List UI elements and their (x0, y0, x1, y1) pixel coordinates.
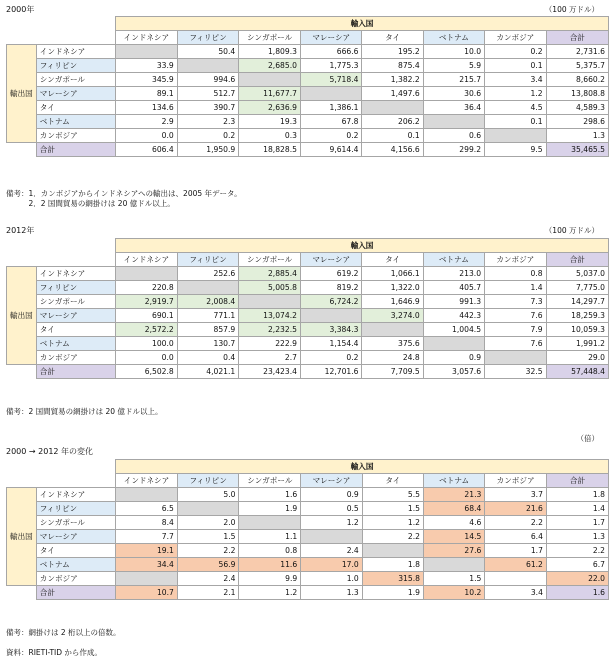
exporter-header: 輸出国 (7, 488, 37, 586)
table-cell: 0.1 (485, 59, 547, 73)
table-cell: 2.9 (116, 115, 178, 129)
table-cell: 21.6 (485, 502, 547, 516)
table-cell: 0.5 (301, 502, 363, 516)
table-cell: 5,005.8 (239, 281, 301, 295)
table-cell: 206.2 (362, 115, 423, 129)
table-cell: 875.4 (362, 59, 423, 73)
row-header: ベトナム (36, 115, 115, 129)
table-row (7, 267, 609, 281)
table-cell: 375.6 (362, 337, 423, 351)
table-cell: 68.4 (423, 502, 484, 516)
column-header: タイ (362, 31, 423, 45)
table-cell (485, 351, 547, 365)
table-cell: 8.4 (116, 516, 178, 530)
table-cell: 512.7 (177, 87, 239, 101)
column-header: マレーシア (300, 253, 362, 267)
table-cell: 220.8 (116, 281, 178, 295)
column-header: タイ (362, 253, 423, 267)
note-line: 資料：RIETI-TID から作成。 (6, 648, 102, 657)
section-2000 (0, 0, 609, 215)
trade-table-2012 (6, 238, 609, 379)
table-cell (116, 488, 178, 502)
table-cell: 7.6 (485, 309, 547, 323)
table-cell: 1,004.5 (423, 323, 484, 337)
table-cell: 0.0 (116, 129, 178, 143)
table-cell: 1,497.6 (362, 87, 423, 101)
table-row (7, 101, 609, 115)
table-cell: 35,465.5 (546, 143, 608, 157)
column-header: 合計 (546, 253, 608, 267)
table-cell: 1.2 (239, 586, 301, 600)
row-header: 合計 (36, 586, 115, 600)
table-cell: 666.6 (300, 45, 362, 59)
table-cell: 19.3 (239, 115, 301, 129)
table-cell: 1.1 (239, 530, 301, 544)
row-header: マレーシア (36, 87, 115, 101)
table-cell: 252.6 (177, 267, 239, 281)
column-header: ベトナム (423, 253, 484, 267)
table-row (7, 45, 609, 59)
row-header: ベトナム (36, 337, 115, 351)
row-header: 合計 (36, 365, 115, 379)
column-header: 合計 (546, 31, 608, 45)
table-cell: 1.9 (239, 502, 301, 516)
table-cell: 1.7 (485, 544, 547, 558)
table-cell: 7.3 (485, 295, 547, 309)
exporter-header: 輸出国 (7, 267, 37, 365)
row-header: ベトナム (36, 558, 115, 572)
row-header: インドネシア (36, 488, 115, 502)
table-cell: 30.6 (423, 87, 484, 101)
table-cell (116, 267, 178, 281)
table-row (7, 530, 609, 544)
table-cell: 994.6 (177, 73, 239, 87)
table-cell: 22.0 (546, 572, 608, 586)
table-cell: 1.4 (485, 281, 547, 295)
table-cell: 606.4 (116, 143, 178, 157)
table-cell: 11.6 (239, 558, 301, 572)
row-header: フィリピン (36, 502, 115, 516)
table-row (7, 143, 609, 157)
trade-table-2000 (6, 16, 609, 157)
table-cell: 67.8 (300, 115, 362, 129)
table-cell: 2,685.0 (239, 59, 301, 73)
table-cell: 1,991.2 (546, 337, 608, 351)
table-cell: 215.7 (423, 73, 484, 87)
notes (6, 189, 242, 209)
column-header: シンガポール (239, 474, 301, 488)
table-cell: 2.0 (177, 516, 239, 530)
table-cell: 4,156.6 (362, 143, 423, 157)
table-cell: 3,274.0 (362, 309, 423, 323)
table-cell (239, 73, 301, 87)
table-cell: 690.1 (116, 309, 178, 323)
table-cell: 34.4 (116, 558, 178, 572)
table-cell: 32.5 (485, 365, 547, 379)
table-cell (423, 115, 484, 129)
table-cell (423, 558, 484, 572)
section-2012 (0, 222, 609, 422)
table-cell: 5,718.4 (300, 73, 362, 87)
row-header: マレーシア (36, 309, 115, 323)
table-cell: 390.7 (177, 101, 239, 115)
table-cell: 4,021.1 (177, 365, 239, 379)
table-cell: 5,375.7 (546, 59, 608, 73)
importer-header: 輸入国 (116, 17, 609, 31)
table-cell: 0.8 (485, 267, 547, 281)
column-header: 合計 (546, 474, 608, 488)
table-cell: 0.2 (300, 351, 362, 365)
column-header: シンガポール (239, 253, 301, 267)
table-cell: 1.0 (301, 572, 363, 586)
row-header: フィリピン (36, 281, 115, 295)
unit-label: （100 万ドル） (544, 226, 599, 235)
table-cell (239, 295, 301, 309)
table-cell: 0.2 (177, 129, 239, 143)
table-cell: 819.2 (300, 281, 362, 295)
table-cell: 771.1 (177, 309, 239, 323)
table-row (7, 87, 609, 101)
table-cell: 1,809.3 (239, 45, 301, 59)
table-cell: 1.4 (546, 502, 608, 516)
table-cell: 1.6 (546, 586, 608, 600)
table-cell: 10.2 (423, 586, 484, 600)
table-cell: 1.7 (546, 516, 608, 530)
column-header: フィリピン (177, 253, 239, 267)
table-cell (177, 59, 239, 73)
table-row (7, 115, 609, 129)
change-table (6, 459, 609, 600)
table-cell: 1.3 (546, 530, 608, 544)
table-row (7, 572, 609, 586)
table-cell: 24.8 (362, 351, 423, 365)
table-cell: 222.9 (239, 337, 301, 351)
table-cell: 2.4 (301, 544, 363, 558)
table-cell: 2.3 (177, 115, 239, 129)
column-header: マレーシア (301, 474, 363, 488)
table-cell: 12,701.6 (300, 365, 362, 379)
table-cell: 2.2 (546, 544, 608, 558)
table-row (7, 544, 609, 558)
table-cell: 14,297.7 (546, 295, 608, 309)
table-row (7, 502, 609, 516)
table-cell: 1.5 (177, 530, 239, 544)
table-cell: 2.7 (239, 351, 301, 365)
column-header: マレーシア (300, 31, 362, 45)
table-cell: 2,919.7 (116, 295, 178, 309)
table-cell: 1.5 (423, 572, 484, 586)
column-header: フィリピン (177, 474, 239, 488)
table-cell: 56.9 (177, 558, 239, 572)
table-row (7, 351, 609, 365)
table-cell: 29.0 (546, 351, 608, 365)
table-cell: 2,731.6 (546, 45, 608, 59)
table-cell (362, 101, 423, 115)
table-cell: 11,677.7 (239, 87, 301, 101)
table-row (7, 73, 609, 87)
table-cell: 0.6 (423, 129, 484, 143)
table-cell: 1.3 (301, 586, 363, 600)
table-cell: 7,709.5 (362, 365, 423, 379)
table-cell: 57,448.4 (546, 365, 608, 379)
table-cell: 315.8 (362, 572, 423, 586)
table-cell: 1,382.2 (362, 73, 423, 87)
table-cell (362, 323, 423, 337)
table-cell: 7.7 (116, 530, 178, 544)
row-header: シンガポール (36, 73, 115, 87)
table-cell: 9.9 (239, 572, 301, 586)
table-cell: 6.5 (116, 502, 178, 516)
table-row (7, 323, 609, 337)
table-cell (362, 544, 423, 558)
table-cell: 3,384.3 (300, 323, 362, 337)
table-row (7, 586, 609, 600)
column-header: インドネシア (116, 474, 178, 488)
row-header: マレーシア (36, 530, 115, 544)
table-cell: 0.2 (300, 129, 362, 143)
table-cell: 1.8 (362, 558, 423, 572)
table-cell: 298.6 (546, 115, 608, 129)
table-cell: 0.1 (485, 115, 547, 129)
table-cell: 6.4 (485, 530, 547, 544)
table-cell (423, 337, 484, 351)
table-cell: 13,074.2 (239, 309, 301, 323)
table-cell: 6,724.2 (300, 295, 362, 309)
table-cell: 50.4 (177, 45, 239, 59)
table-cell: 0.2 (485, 45, 547, 59)
table-cell: 1.2 (301, 516, 363, 530)
table-cell: 10,059.3 (546, 323, 608, 337)
table-cell: 2,232.5 (239, 323, 301, 337)
column-header: タイ (362, 474, 423, 488)
table-cell: 2.2 (362, 530, 423, 544)
table-cell: 23,423.4 (239, 365, 301, 379)
table-cell: 7.6 (485, 337, 547, 351)
table-cell: 0.3 (239, 129, 301, 143)
column-header: シンガポール (239, 31, 301, 45)
table-cell: 991.3 (423, 295, 484, 309)
column-header: フィリピン (177, 31, 239, 45)
column-header: カンボジア (485, 474, 547, 488)
table-cell: 405.7 (423, 281, 484, 295)
table-cell: 9,614.4 (300, 143, 362, 157)
section-change (0, 434, 609, 671)
note-line: 備考：1．カンボジアからインドネシアへの輸出は、2005 年データ。 (6, 189, 242, 198)
table-cell: 27.6 (423, 544, 484, 558)
row-header: シンガポール (36, 516, 115, 530)
importer-header: 輸入国 (116, 460, 609, 474)
unit-label: （100 万ドル） (544, 5, 599, 14)
table-cell (177, 502, 239, 516)
importer-header: 輸入国 (116, 239, 609, 253)
table-cell: 1,386.1 (300, 101, 362, 115)
table-cell: 3,057.6 (423, 365, 484, 379)
section-year: 2012年 (6, 226, 35, 235)
column-header: カンボジア (485, 253, 547, 267)
row-header: インドネシア (36, 267, 115, 281)
table-cell: 0.1 (362, 129, 423, 143)
table-row (7, 281, 609, 295)
table-cell: 1.3 (546, 129, 608, 143)
table-cell: 2,572.2 (116, 323, 178, 337)
section-year: 2000年 (6, 5, 35, 14)
table-cell: 299.2 (423, 143, 484, 157)
table-cell: 100.0 (116, 337, 178, 351)
note-line: 備考：網掛けは 2 桁以上の倍数。 (6, 628, 121, 637)
table-row (7, 558, 609, 572)
table-row (7, 337, 609, 351)
table-cell: 1.2 (362, 516, 423, 530)
table-cell: 0.8 (239, 544, 301, 558)
table-cell: 13,808.8 (546, 87, 608, 101)
table-cell: 0.0 (116, 351, 178, 365)
table-cell: 130.7 (177, 337, 239, 351)
table-cell: 36.4 (423, 101, 484, 115)
table-cell: 10.7 (116, 586, 178, 600)
table-cell: 1,950.9 (177, 143, 239, 157)
table-cell: 10.0 (423, 45, 484, 59)
table-cell: 2.1 (177, 586, 239, 600)
table-cell: 2,636.9 (239, 101, 301, 115)
table-cell: 5.9 (423, 59, 484, 73)
table-cell: 0.9 (301, 488, 363, 502)
table-cell (116, 572, 178, 586)
table-cell: 1.9 (362, 586, 423, 600)
table-cell: 2.2 (485, 516, 547, 530)
table-cell (301, 530, 363, 544)
table-row (7, 59, 609, 73)
table-row (7, 295, 609, 309)
table-cell: 2,885.4 (239, 267, 301, 281)
table-cell: 19.1 (116, 544, 178, 558)
table-cell: 3.4 (485, 73, 547, 87)
table-row (7, 365, 609, 379)
table-cell: 89.1 (116, 87, 178, 101)
exporter-header: 輸出国 (7, 45, 37, 143)
table-row (7, 488, 609, 502)
table-cell: 61.2 (485, 558, 547, 572)
row-header: タイ (36, 544, 115, 558)
table-cell (116, 45, 178, 59)
notes (6, 407, 162, 417)
table-cell: 7.9 (485, 323, 547, 337)
row-header: インドネシア (36, 45, 115, 59)
table-cell: 6.7 (546, 558, 608, 572)
section-title: 2000 → 2012 年の変化 (6, 447, 94, 456)
table-cell: 1.5 (362, 502, 423, 516)
row-header: 合計 (36, 143, 115, 157)
table-cell: 1,154.4 (300, 337, 362, 351)
table-cell: 7,775.0 (546, 281, 608, 295)
row-header: カンボジア (36, 351, 115, 365)
table-cell: 1,775.3 (300, 59, 362, 73)
table-cell: 1.2 (485, 87, 547, 101)
table-cell: 33.9 (116, 59, 178, 73)
note-line: 2．2 国間貿易の網掛けは 20 億ドル以上。 (6, 199, 175, 208)
unit-label: （倍） (576, 434, 599, 443)
row-header: フィリピン (36, 59, 115, 73)
table-cell: 1,322.0 (362, 281, 423, 295)
table-cell: 8,660.2 (546, 73, 608, 87)
table-cell: 17.0 (301, 558, 363, 572)
column-header: カンボジア (485, 31, 547, 45)
table-cell: 1.6 (239, 488, 301, 502)
row-header: タイ (36, 323, 115, 337)
table-cell (239, 516, 301, 530)
table-cell: 4,589.3 (546, 101, 608, 115)
table-cell: 1.8 (546, 488, 608, 502)
table-row (7, 129, 609, 143)
column-header: ベトナム (423, 31, 484, 45)
table-cell: 6,502.8 (116, 365, 178, 379)
row-header: タイ (36, 101, 115, 115)
table-cell: 195.2 (362, 45, 423, 59)
table-cell: 3.7 (485, 488, 547, 502)
table-cell: 9.5 (485, 143, 547, 157)
table-cell (300, 309, 362, 323)
table-cell: 1,646.9 (362, 295, 423, 309)
table-cell: 2.4 (177, 572, 239, 586)
table-cell: 213.0 (423, 267, 484, 281)
note-line: 備考：2 国間貿易の網掛けは 20 億ドル以上。 (6, 407, 163, 416)
table-cell: 2.2 (177, 544, 239, 558)
row-header: カンボジア (36, 572, 115, 586)
notes (6, 628, 121, 658)
table-cell (485, 572, 547, 586)
column-header: インドネシア (116, 253, 178, 267)
table-cell: 0.9 (423, 351, 484, 365)
table-cell: 3.4 (485, 586, 547, 600)
table-cell: 1,066.1 (362, 267, 423, 281)
table-cell: 4.5 (485, 101, 547, 115)
table-cell: 134.6 (116, 101, 178, 115)
table-cell: 442.3 (423, 309, 484, 323)
table-cell: 18,259.3 (546, 309, 608, 323)
table-cell (300, 87, 362, 101)
table-cell: 5.0 (177, 488, 239, 502)
table-row (7, 516, 609, 530)
table-cell: 4.6 (423, 516, 484, 530)
table-cell: 0.4 (177, 351, 239, 365)
table-cell: 21.3 (423, 488, 484, 502)
column-header: ベトナム (423, 474, 484, 488)
row-header: カンボジア (36, 129, 115, 143)
table-cell: 5,037.0 (546, 267, 608, 281)
table-row (7, 309, 609, 323)
table-cell (177, 281, 239, 295)
column-header: インドネシア (116, 31, 178, 45)
table-cell: 14.5 (423, 530, 484, 544)
table-cell: 619.2 (300, 267, 362, 281)
table-cell: 2,008.4 (177, 295, 239, 309)
table-cell: 345.9 (116, 73, 178, 87)
table-cell (485, 129, 547, 143)
table-cell: 857.9 (177, 323, 239, 337)
table-cell: 18,828.5 (239, 143, 301, 157)
table-cell: 5.5 (362, 488, 423, 502)
row-header: シンガポール (36, 295, 115, 309)
